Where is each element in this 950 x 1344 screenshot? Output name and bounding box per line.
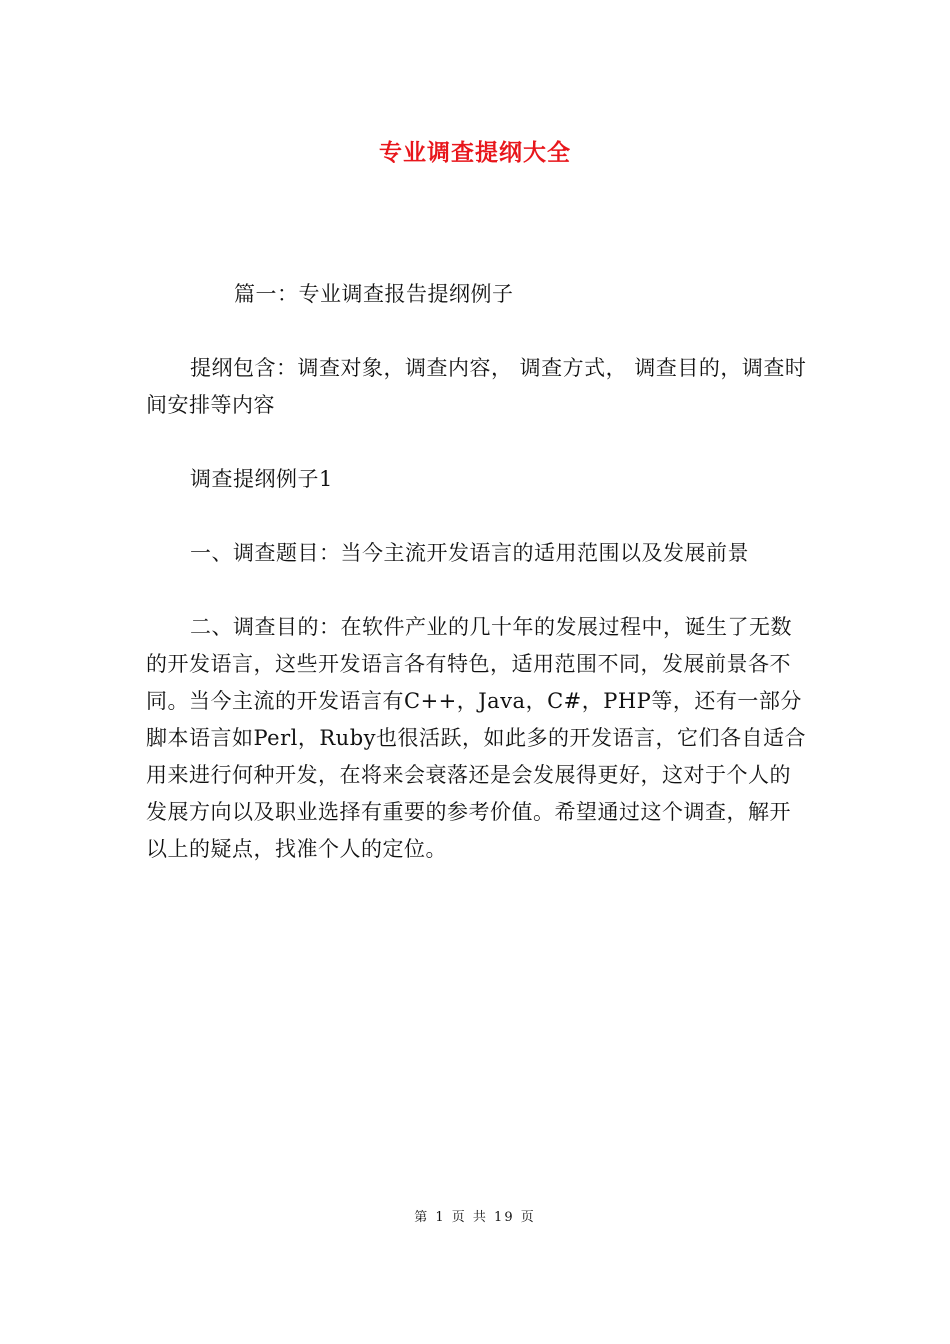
section-heading: 篇一：专业调查报告提纲例子 [234,282,514,306]
paragraph-survey-topic: 一、调查题目：当今主流开发语言的适用范围以及发展前景 [190,541,749,565]
document-body [146,276,808,905]
page-number-footer: 第 1 页 共 19 页 [414,1210,536,1225]
paragraph-example-label: 调查提纲例子1 [190,467,333,491]
paragraph-survey-purpose: 二、调查目的：在软件产业的几十年的发展过程中，诞生了无数的开发语言，这些开发语言各有特色，适用范围不同，发展前景各不同。当今主流的开发语言有C++，Java，C#，PHP等，还有一部分脚本语言如Perl，Ruby也很活跃，如此多的开发语言，它们各自适合用来进行何种开发，在将来会衰落还是会发展得更好，这对于个人的发展方向以及职业选择有重要的参考价值。希望通过这个调查，解开以上的疑点，找准个人的定位。 [146,615,807,861]
document-title: 专业调查提纲大全 [379,140,571,166]
paragraph-outline-contents: 提纲包含：调查对象，调查内容， 调查方式， 调查目的，调查时间安排等内容 [146,356,807,417]
